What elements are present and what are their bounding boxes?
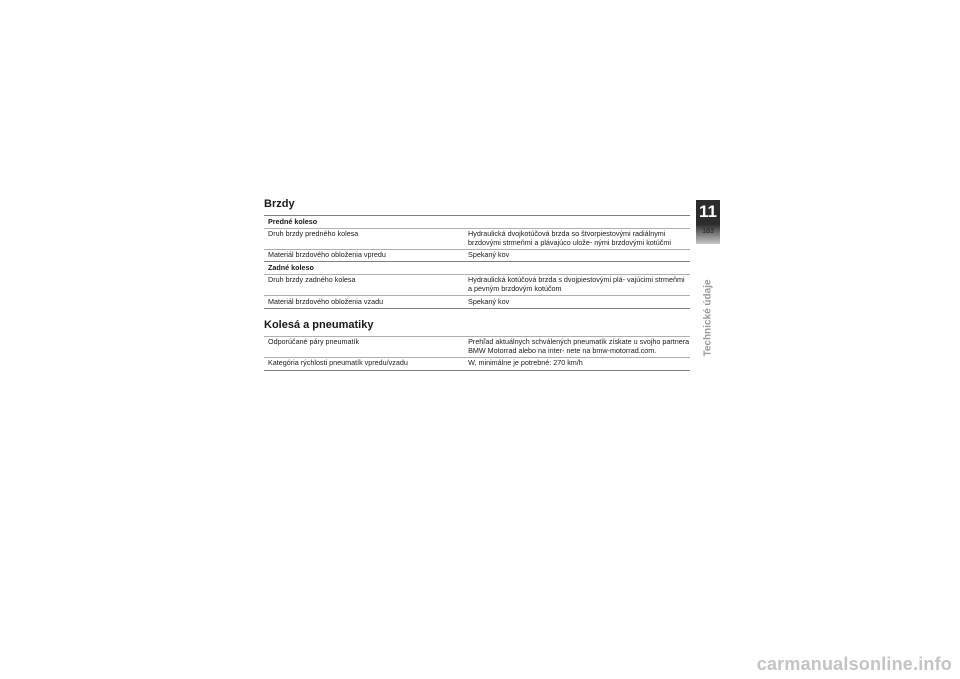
chapter-number: 11 [699, 202, 717, 221]
spec-label: Druh brzdy zadného kolesa [264, 274, 464, 295]
brakes-table [264, 215, 690, 309]
spec-value: Hydraulická kotúčová brzda s dvojpiestovými plá- vajúcimi strmeňmi a pevným brzdovým kotúčom [464, 274, 690, 295]
watermark: carmanualsonline.info [756, 654, 952, 674]
content-area [264, 198, 690, 371]
spec-label: Kategória rýchlosti pneumatík vpredu/vzadu [264, 357, 464, 370]
spec-value: Spekaný kov [464, 249, 690, 262]
spec-label: Materiál brzdového obloženia vzadu [264, 296, 464, 309]
spec-value: Prehľad aktuálnych schválených pneumatík získate u svojho partnera BMW Motorrad alebo na inter- nete na bmw-motorrad.com. [464, 336, 690, 357]
table-row [264, 274, 690, 295]
rear-wheel-subtitle: Zadné koleso [264, 262, 690, 275]
page-number: 183 [702, 228, 714, 235]
spec-label: Materiál brzdového obloženia vpredu [264, 249, 464, 262]
chapter-side-title [702, 270, 714, 366]
spec-label: Odporúčané páry pneumatík [264, 336, 464, 357]
wheels-heading: Kolesá a pneumatiky [264, 318, 374, 331]
table-row [264, 228, 690, 249]
spec-value: Hydraulická dvojkotúčová brzda so štvorpiestovými radiálnymi brzdovými strmeňmi a plávajúco ulože- nými brzdovými kotúčmi [464, 228, 690, 249]
wheels-table [264, 336, 690, 371]
front-wheel-subheader [264, 216, 690, 229]
table-row [264, 249, 690, 262]
table-row [264, 357, 690, 370]
spec-value: W, minimálne je potrebné: 270 km/h [464, 357, 690, 370]
table-row [264, 296, 690, 309]
table-row [264, 336, 690, 357]
brakes-heading: Brzdy [264, 198, 295, 210]
spec-value: Spekaný kov [464, 296, 690, 309]
spec-label: Druh brzdy predného kolesa [264, 228, 464, 249]
front-wheel-subtitle: Predné koleso [264, 216, 690, 229]
rear-wheel-subheader [264, 262, 690, 275]
chapter-title: Technické údaje [702, 279, 714, 357]
chapter-tab [696, 200, 720, 244]
